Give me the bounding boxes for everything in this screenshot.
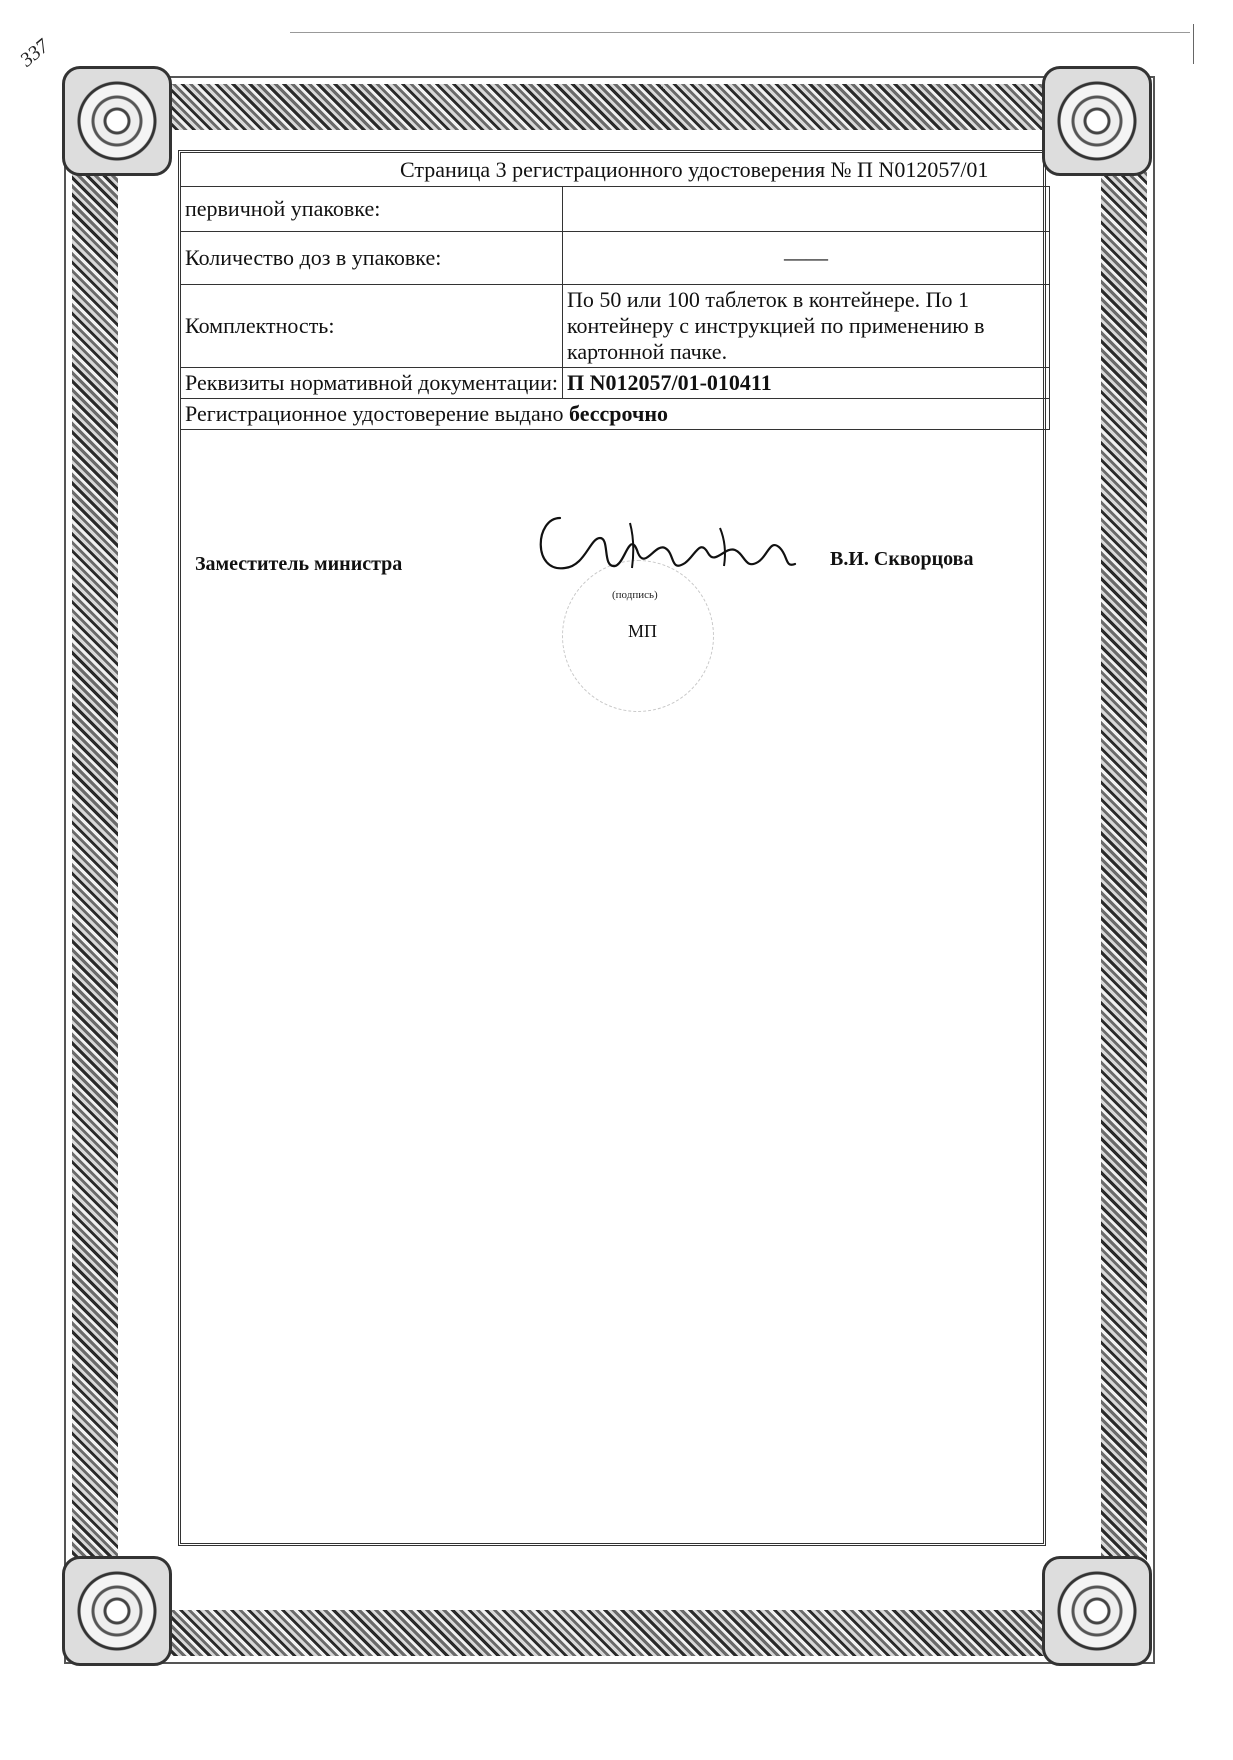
table-row	[181, 368, 1050, 399]
row-label: Комплектность:	[181, 285, 563, 368]
table-row	[181, 285, 1050, 368]
table-row	[181, 232, 1050, 285]
validity-text: Регистрационное удостоверение выдано	[185, 401, 564, 426]
row-value: П N012057/01-010411	[562, 368, 1049, 399]
row-label: первичной упаковке:	[181, 187, 563, 232]
row-label: Реквизиты нормативной документации:	[181, 368, 563, 399]
validity-cell	[181, 399, 1050, 430]
row-value: По 50 или 100 таблеток в контейнере. По 1 контейнеру с инструкцией по применению в картонной пачке.	[562, 285, 1049, 368]
signatory-name: В.И. Скворцова	[830, 548, 974, 570]
corner-ornament-bottom-left	[62, 1556, 172, 1666]
table-row	[181, 399, 1050, 430]
validity-term: бессрочно	[569, 401, 669, 426]
row-value: ——	[783, 245, 828, 270]
certificate-table	[180, 186, 1050, 430]
table-row	[181, 187, 1050, 232]
signatory-position: Заместитель министра	[195, 553, 403, 575]
corner-ornament-top-left	[62, 66, 172, 176]
stamp-label: МП	[628, 621, 658, 641]
top-mark	[1193, 24, 1194, 64]
row-label: Количество доз в упаковке:	[181, 232, 563, 285]
handwritten-page-number: 337	[16, 35, 54, 72]
corner-ornament-bottom-right	[1042, 1556, 1152, 1666]
page-header: Страница 3 регистрационного удостоверения № П N012057/01	[400, 157, 989, 182]
row-value	[562, 187, 1049, 232]
signature-caption: (подпись)	[612, 589, 658, 601]
handwritten-signature	[530, 498, 800, 588]
top-rule	[290, 32, 1190, 33]
